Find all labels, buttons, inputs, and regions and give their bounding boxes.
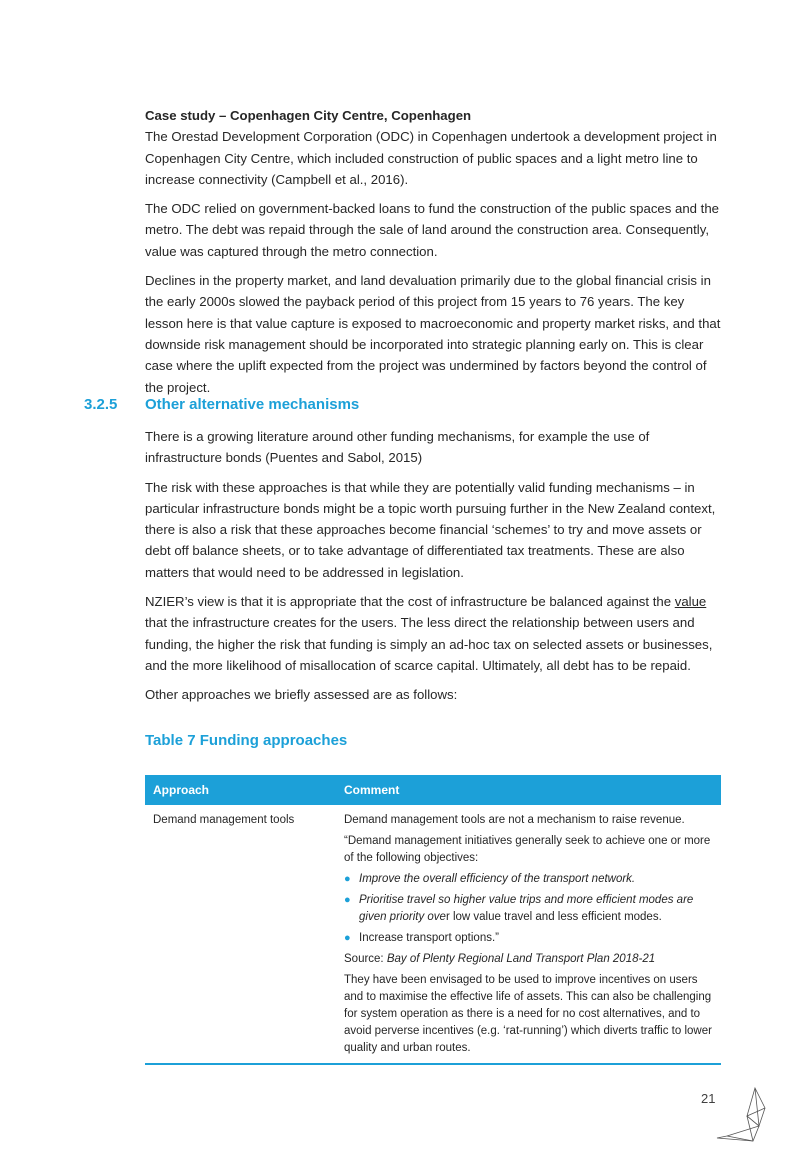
section-number: 3.2.5 [84, 396, 118, 413]
header-approach: Approach [153, 783, 210, 797]
table-header [145, 775, 721, 805]
section-paragraph: There is a growing literature around other funding mechanisms, for example the use of infrastructure bonds (Puentes and Sabol, 2015) [145, 429, 650, 466]
list-item: ● Prioritise travel so higher value trips and more efficient modes are given priority over low value travel and less efficient modes. [344, 892, 717, 926]
table-title: Table 7 Funding approaches [145, 731, 348, 749]
list-item: ● Increase transport options.” [344, 930, 717, 947]
header-comment: Comment [344, 783, 400, 797]
list-item: ● Improve the overall efficiency of the transport network. [344, 871, 717, 888]
section-body [145, 426, 725, 769]
underlined-value: value [674, 594, 707, 610]
page-number: 21 [701, 1091, 716, 1106]
bullet-icon: ● [344, 873, 351, 885]
section-paragraph: Other approaches we briefly assessed are as follows: [145, 687, 458, 703]
section-paragraph: The risk with these approaches is that while they are potentially valid funding mechanisms – in particular infrastructure bonds might be a topic worth pursuing further in the New Zealand context, there is also a risk that these approaches become financial ‘schemes’ to try and move assets or debt off balance sheets, or to take advantage of differentiated tax treatments. These are also matters that would need to be addressed in legislation. [145, 479, 716, 580]
comment-quote: “Demand management initiatives generally seek to achieve one or more of the following objectives: [344, 835, 711, 864]
case-study-paragraph: Declines in the property market, and land devaluation primarily due to the global financial crisis in the early 2000s slowed the payback period of this project from 15 years to 76 years. The key lesson here is that value capture is exposed to macroeconomic and property market risks, and that downside risk management should be incorporated into strategic planning early on. This is clear case where the uplift expected from the project was undermined by factors beyond the control of the project. [145, 273, 721, 395]
comment-source: Source: Bay of Plenty Regional Land Transport Plan 2018-21 [344, 953, 656, 965]
bullet-icon: ● [344, 932, 351, 944]
section-title: Other alternative mechanisms [145, 396, 360, 413]
comment-intro: Demand management tools are not a mechanism to raise revenue. [344, 814, 685, 826]
bullet-icon: ● [344, 894, 351, 906]
comment-cell [344, 812, 721, 1057]
case-study-block [145, 105, 725, 406]
comment-closing: They have been envisaged to be used to improve incentives on users and to maximise the effective life of assets. This can also be challenging for system operation as there is a need for no cost alternatives, and to avoid perverse incentives (e.g. ‘rat-running’) which diverts traffic to lower quality and urban routes. [344, 974, 712, 1054]
table-row [145, 805, 721, 1065]
section-paragraph: NZIER’s view is that it is appropriate that the cost of infrastructure be balanced against the value that the infrastructure creates for the users. The less direct the relationship between users and funding, the higher the risk that funding is simply an ad-hoc tax on selected assets or businesses, and the more likelihood of misallocation of scarce capital. Ultimately, all debt has to be repaid. [145, 594, 713, 673]
logo-icon [707, 1086, 771, 1144]
case-study-paragraph: The ODC relied on government-backed loans to fund the construction of the public spaces and the metro. The debt was repaid through the sale of land around the construction area. Consequently, value was captured through the metro connection. [145, 201, 719, 259]
section-heading [84, 396, 359, 413]
funding-approaches-table [145, 775, 721, 1065]
approach-cell: Demand management tools [153, 814, 295, 826]
case-study-title: Case study – Copenhagen City Centre, Copenhagen [145, 108, 472, 123]
case-study-paragraph: The Orestad Development Corporation (ODC) in Copenhagen undertook a development project in Copenhagen City Centre, which included construction of public spaces and a light metro line to increase connectivity (Campbell et al., 2016). [145, 129, 717, 187]
